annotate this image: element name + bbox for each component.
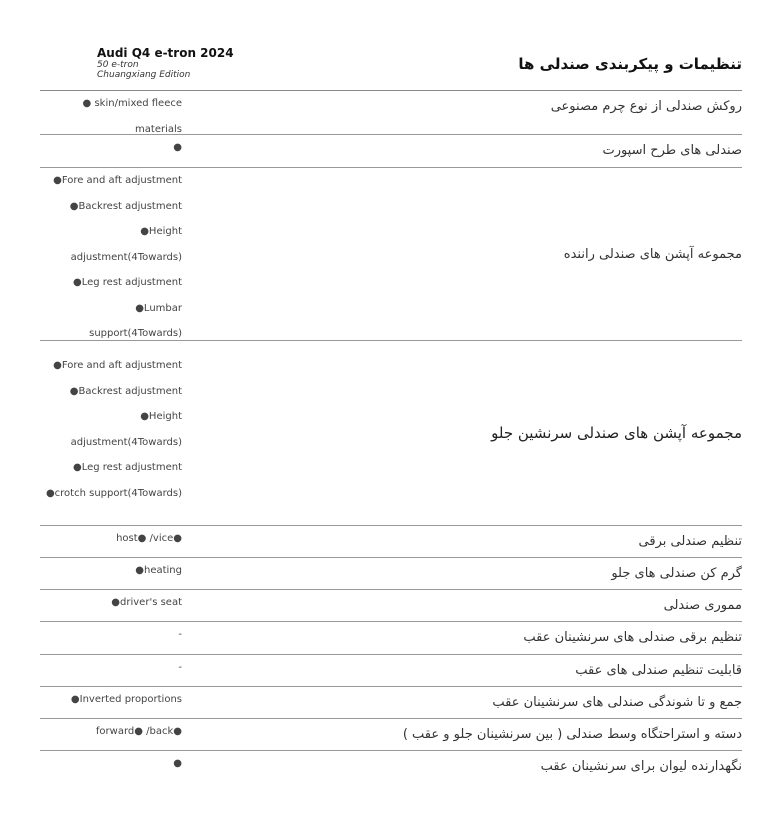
- spec-value-line: -: [178, 662, 182, 673]
- car-name: Audi Q4 e-tron 2024: [97, 46, 234, 60]
- car-edition: Chuangxiang Edition: [97, 70, 191, 80]
- spec-value-line: forward● /back●: [95, 726, 182, 737]
- spec-label: مموری صندلی: [663, 598, 742, 613]
- spec-label: تنظیم برقی صندلی های سرنشینان عقب: [523, 630, 742, 645]
- spec-value-line: ●: [173, 758, 182, 769]
- spec-label: مجموعه آپشن های صندلی راننده: [563, 246, 742, 262]
- table-row: [40, 590, 742, 622]
- spec-value: [40, 757, 182, 783]
- spec-value-line: ●Lumbar: [135, 302, 182, 314]
- header: [40, 47, 742, 91]
- spec-value-line: -: [178, 629, 182, 640]
- spec-value: [40, 628, 182, 654]
- spec-value: [40, 596, 182, 622]
- spec-label: تنظیم صندلی برقی: [638, 534, 742, 549]
- spec-value-line: ●Height: [140, 226, 182, 237]
- spec-value-line: host● /vice●: [116, 533, 182, 544]
- car-variant: 50 e-tron: [97, 60, 139, 70]
- spec-label: جمع و تا شوندگی صندلی های سرنشینان عقب: [492, 695, 742, 710]
- spec-label: روکش صندلی از نوع چرم مصنوعی: [550, 99, 742, 114]
- spec-value: [40, 359, 182, 512]
- spec-value: [40, 661, 182, 687]
- table-row: [40, 135, 742, 168]
- table-row: [40, 168, 742, 341]
- spec-label: قابلیت تنظیم صندلی های عقب: [575, 663, 742, 678]
- spec-value-line: ●Height: [140, 411, 182, 422]
- spec-value-line: ●Inverted proportions: [70, 694, 182, 705]
- spec-value: [40, 725, 182, 751]
- spec-value-line: adjustment(4Towards): [70, 436, 182, 448]
- table-row: [40, 687, 742, 719]
- spec-label: نگهدارنده لیوان برای سرنشینان عقب: [540, 759, 742, 774]
- spec-value-line: ●Fore and aft adjustment: [53, 175, 182, 186]
- table-row: [40, 655, 742, 687]
- spec-value: [40, 532, 182, 558]
- spec-value: [40, 564, 182, 590]
- spec-value-line: ●Backrest adjustment: [69, 385, 182, 397]
- spec-value-line: materials: [135, 123, 182, 135]
- spec-value-line: ●Leg rest adjustment: [72, 462, 182, 473]
- table-row: [40, 526, 742, 558]
- spec-value: [40, 693, 182, 719]
- spec-value-line: adjustment(4Towards): [70, 251, 182, 263]
- table-row: [40, 341, 742, 526]
- table-row: [40, 91, 742, 135]
- table-row: [40, 622, 742, 655]
- spec-value: [40, 141, 182, 167]
- table-row: [40, 558, 742, 590]
- table-row: [40, 751, 742, 783]
- page-title: تنظیمات و پیکربندی صندلی ها: [518, 55, 742, 73]
- spec-value-line: ●heating: [135, 565, 182, 576]
- spec-value-line: ●Fore and aft adjustment: [53, 360, 182, 371]
- spec-value-line: ●Backrest adjustment: [69, 200, 182, 212]
- spec-value-line: ●Leg rest adjustment: [72, 277, 182, 288]
- spec-value-line: ●crotch support(4Towards): [45, 487, 182, 499]
- spec-value-line: ● skin/mixed fleece: [82, 98, 182, 109]
- car-info: [97, 47, 234, 80]
- spec-value-line: ●driver's seat: [111, 597, 182, 608]
- spec-label: دسته و استراحتگاه وسط صندلی ( بین سرنشینان جلو و عقب ): [402, 727, 742, 742]
- spec-value-line: ●: [173, 142, 182, 153]
- spec-label: صندلی های طرح اسپورت: [602, 143, 742, 158]
- spec-value-line: support(4Towards): [89, 328, 182, 339]
- table-row: [40, 719, 742, 751]
- spec-value: [40, 174, 182, 353]
- spec-label: مجموعه آپشن های صندلی سرنشین جلو: [491, 424, 742, 442]
- spec-label: گرم کن صندلی های جلو: [611, 566, 742, 581]
